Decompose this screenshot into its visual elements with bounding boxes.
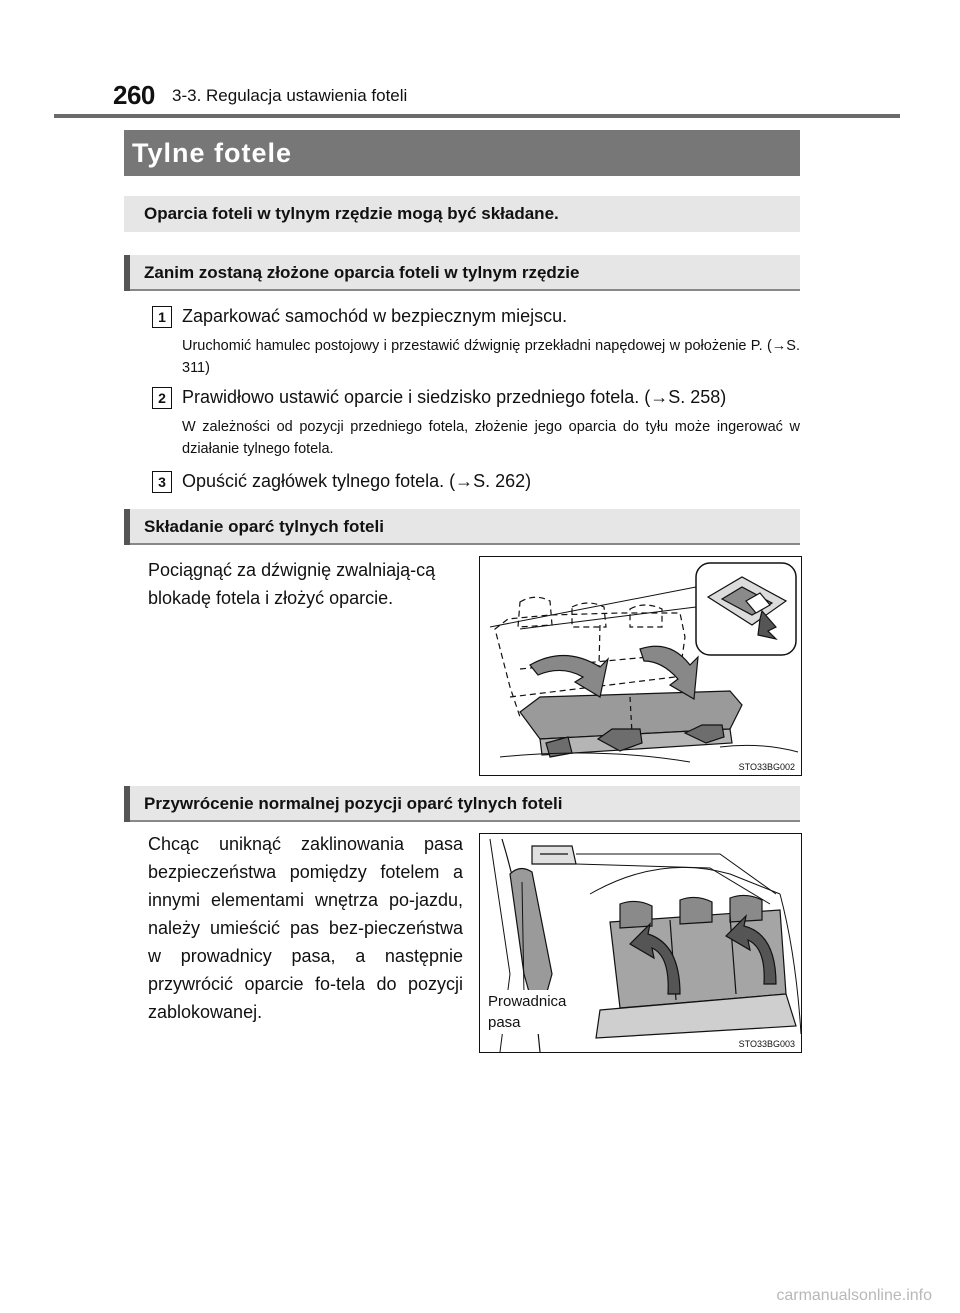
step-3-text: Opuścić zagłówek tylnego fotela. (→S. 262) (182, 471, 532, 491)
intro-box: Oparcia foteli w tylnym rzędzie mogą być składane. (124, 196, 800, 232)
watermark: carmanualsonline.info (776, 1287, 932, 1304)
subheading-label: Składanie oparć tylnych foteli (144, 517, 384, 536)
step-number-1: 1 (152, 306, 172, 328)
step-1-note: Uruchomić hamulec postojowy i przestawić dźwignię przekładni napędowej w położenie P. (→S. 311) (182, 338, 800, 376)
step-number-2: 2 (152, 387, 172, 409)
section-breadcrumb: 3-3. Regulacja ustawienia foteli (172, 86, 408, 105)
page-title: Tylne fotele (124, 130, 800, 176)
illustration-restoring-seats (479, 833, 802, 1053)
subheading-before-folding (124, 255, 800, 291)
step-2-note: W zależności od pozycji przedniego fotela, złożenie jego oparcia do tyłu może ingerować w działanie tylnego fotela. (182, 419, 800, 457)
step-2-text: Prawidłowo ustawić oparcie i siedzisko przedniego fotela. (→S. 258) (182, 387, 727, 407)
image-code-restoring: STO33BG003 (738, 1039, 795, 1049)
header-divider (54, 114, 900, 118)
subheading-label: Przywrócenie normalnej pozycji oparć tylnych foteli (144, 794, 563, 813)
subheading-label: Zanim zostaną złożone oparcia foteli w tylnym rzędzie (144, 263, 580, 282)
step-number-3: 3 (152, 471, 172, 493)
folding-instructions: Pociągnąć za dźwignię zwalniają-cą blokadę fotela i złożyć oparcie. (148, 560, 436, 608)
image-code-folding: STO33BG002 (738, 762, 795, 772)
page-number: 260 (113, 80, 155, 110)
step-1-text: Zaparkować samochód w bezpiecznym miejscu. (182, 306, 568, 326)
subheading-folding (124, 509, 800, 545)
callout-belt-guide: Prowadnica pasa (486, 990, 590, 1034)
restoring-instructions: Chcąc uniknąć zaklinowania pasa bezpieczeństwa pomiędzy fotelem a innymi elementami wnętrza po-jazdu, należy umieścić pas bez-pieczeństwa w prowadnicy pasa, a następnie przywrócić oparcie fo-tela do pozycji zablokowanej. (148, 834, 463, 1022)
subheading-restoring (124, 786, 800, 822)
rear-seat-fold-drawing (480, 557, 801, 775)
illustration-folding-seats (479, 556, 802, 776)
